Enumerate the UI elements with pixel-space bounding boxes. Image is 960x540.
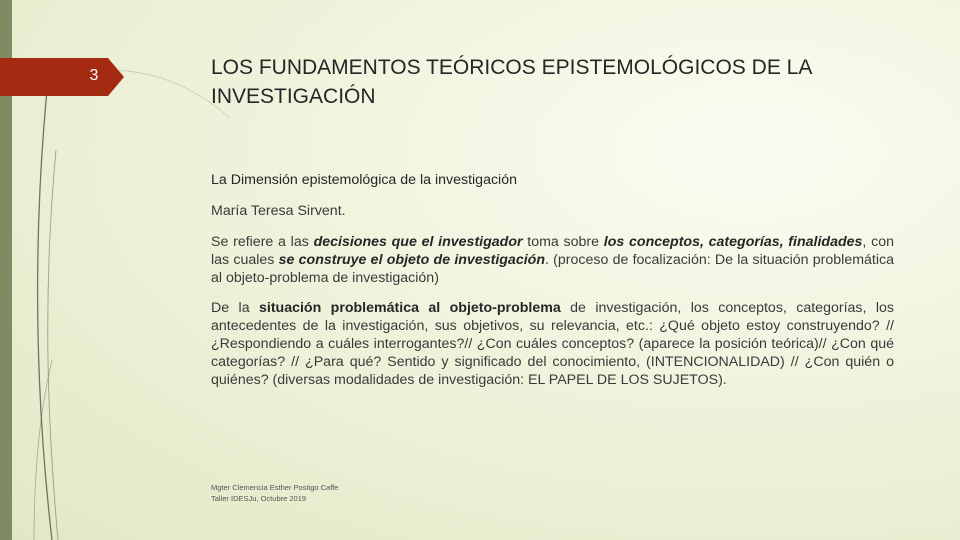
footer [211,482,338,504]
para1-emphasis-3: se construye el objeto de investigación [278,252,545,268]
slide-content [211,171,894,389]
subtitle: La Dimensión epistemológica de la investigación [211,172,517,188]
para2-emphasis-1: situación problemática al objeto-problema [258,300,561,316]
author: María Teresa Sirvent. [211,203,346,219]
para1-text-2: toma sobre [522,234,604,250]
para1-emphasis-1: decisiones que el investigador [313,234,523,250]
para1-text-1: Se refiere a las [211,234,314,250]
para1-emphasis-2: los conceptos, categorías, finalidades [603,234,863,250]
slide-number-tab [0,58,124,96]
footer-event: Taller IDESJu, Octubre 2019 [211,494,307,503]
para1-text-4: . (proceso de focalización: De la situación problemática al objeto-problema de investigación) [211,252,894,286]
para2-text-2: de investigación, los conceptos, categorías, los antecedentes de la investigación, sus objetivos, su relevancia, etc.: ¿Qué objeto estoy construyendo? // ¿Respondiendo a cuáles interrogantes?// ¿Con cuáles conceptos? (aparece la posición teórica)// ¿Con qué categorías? // ¿Para qué? Sentido y significado del conocimiento, (INTENCIONALIDAD) // ¿Con quién o quiénes? (diversas modalidades de investigación: EL PAPEL DE LOS SUJETOS). [211,300,894,388]
para1-text-3: , con las cuales [211,234,894,268]
para2-text-1: De la [211,300,259,316]
paragraph-2 [211,299,894,389]
paragraph-1 [211,233,894,287]
footer-author: Mgter Clemencia Esther Postigo Caffe [211,483,339,492]
slide-number: 3 [89,67,99,84]
slide-title: LOS FUNDAMENTOS TEÓRICOS EPISTEMOLÓGICOS DE LA INVESTIGACIÓN [211,56,812,108]
